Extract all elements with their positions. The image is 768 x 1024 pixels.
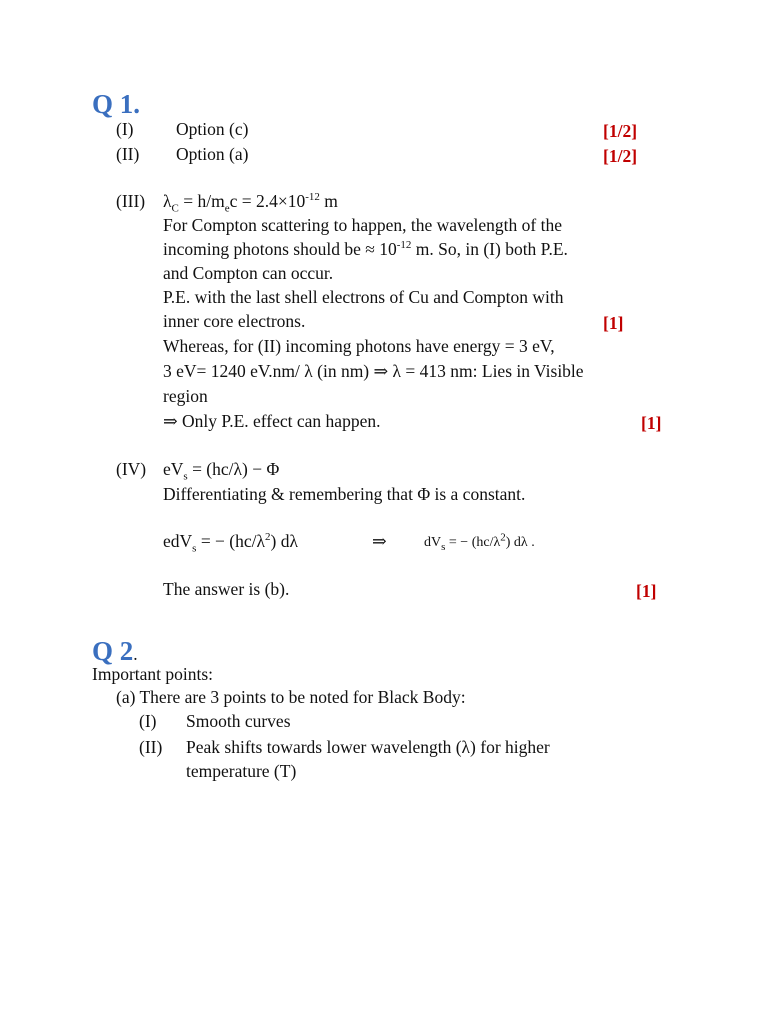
iii-line-6: Whereas, for (II) incoming photons have energy = 3 eV,	[163, 336, 555, 356]
q2-item-a: (a) There are 3 points to be noted for Black Body:	[116, 687, 466, 707]
iii-line-2-tail: m. So, in (I) both P.E.	[411, 239, 568, 259]
differential-equation-left: edV$_s$ = − $(hc/\lambda^2)$ dλ	[163, 531, 298, 555]
stopping-potential-equation: $eV_s = (hc/\lambda) - \Phi$	[163, 459, 280, 483]
q1-item-ii-mark: [1/2]	[603, 146, 638, 166]
q1-item-i-mark: [1/2]	[603, 121, 638, 141]
iii-line-2	[163, 241, 568, 259]
q1-item-iii-label: (III)	[116, 191, 146, 211]
compton-wavelength-formula: $\lambda_C = h/m_ec = 2.4\times 10^{-12}$ m	[163, 191, 338, 215]
iii-line-2-exp: -12	[396, 239, 412, 252]
q2-heading-dot: .	[133, 644, 138, 664]
iv-mark: [1]	[636, 581, 657, 601]
q2-item-ii-text-1: Peak shifts towards lower wavelength (λ) for higher	[186, 737, 550, 757]
iv-answer: The answer is (b).	[163, 579, 290, 599]
iii-line-8: region	[163, 386, 208, 406]
q1-item-i-label: (I)	[116, 119, 134, 139]
iii-line-9: ⇒ Only P.E. effect can happen.	[163, 411, 381, 431]
q2-intro: Important points:	[92, 664, 214, 684]
q2-heading-text: Q 2	[92, 636, 134, 666]
iii-line-2-start: incoming photons should be ≈ 10	[163, 239, 397, 259]
q2-item-ii-text-2: temperature (T)	[186, 761, 297, 781]
iii-line-4: P.E. with the last shell electrons of Cu and Compton with	[163, 287, 564, 307]
differential-equation-right: $dV_s$ = − $(hc/\lambda^2)$ dλ .	[424, 531, 535, 553]
implies-arrow: ⇒	[372, 531, 387, 551]
iii-line-7: 3 eV= 1240 eV.nm/ λ (in nm) ⇒ λ = 413 nm: Lies in Visible	[163, 361, 584, 381]
q1-item-iv-label: (IV)	[116, 459, 147, 479]
q1-item-ii-text: Option (a)	[176, 144, 249, 164]
iii-line-1: For Compton scattering to happen, the wavelength of the	[163, 215, 563, 235]
q2-item-i-label: (I)	[139, 711, 157, 731]
iii-line-3: and Compton can occur.	[163, 263, 334, 283]
iii-line-5: inner core electrons.	[163, 311, 306, 331]
iii-mark-2: [1]	[641, 413, 662, 433]
q2-item-ii-label: (II)	[139, 737, 163, 757]
q2-heading	[92, 636, 138, 667]
iii-mark-1: [1]	[603, 313, 624, 333]
iv-differentiating-text: Differentiating & remembering that Φ is a constant.	[163, 484, 526, 504]
q1-item-i-text: Option (c)	[176, 119, 249, 139]
q2-item-i-text: Smooth curves	[186, 711, 291, 731]
q1-heading: Q 1.	[92, 89, 141, 119]
q1-item-ii-label: (II)	[116, 144, 140, 164]
